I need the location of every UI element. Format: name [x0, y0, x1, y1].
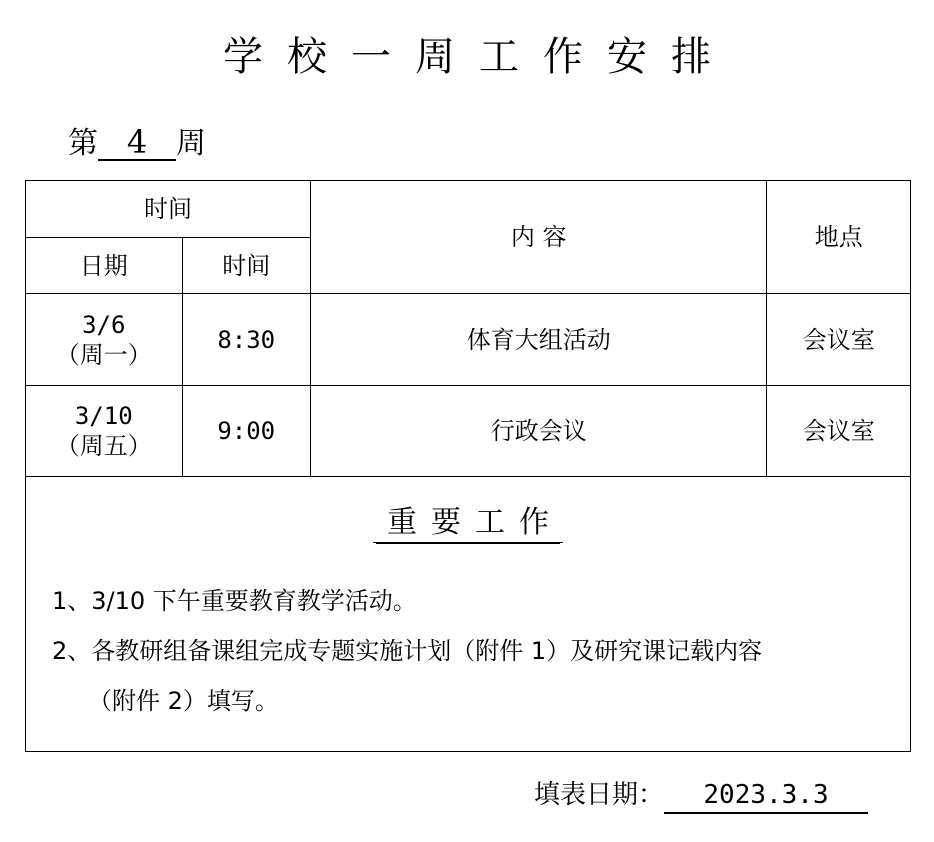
- content-cell: 体育大组活动: [310, 294, 767, 386]
- page-title: 学校一周工作安排: [223, 34, 735, 80]
- fill-date: [534, 776, 868, 814]
- place-cell: 会议室: [767, 294, 911, 386]
- header-time-group: 时间: [26, 181, 311, 238]
- header-date: 日期: [26, 238, 183, 294]
- week-prefix: 第: [68, 126, 98, 161]
- important-work-title: [26, 505, 910, 543]
- week-suffix: 周: [176, 126, 206, 161]
- table-header-row: [26, 181, 911, 238]
- place-cell: 会议室: [767, 386, 911, 477]
- important-item-2: 2、各教研组备课组完成专题实施计划（附件 1）及研究课记载内容: [52, 637, 763, 665]
- date-value: 3/6: [82, 310, 126, 339]
- table-row: [26, 386, 911, 477]
- content-cell: 行政会议: [310, 386, 767, 477]
- time-cell: 8:30: [182, 294, 310, 386]
- date-cell: [26, 294, 183, 386]
- header-content: 内 容: [310, 181, 767, 294]
- week-indicator: [68, 124, 206, 164]
- important-item-2-continued: （附件 2）填写。: [88, 687, 279, 715]
- date-cell: [26, 386, 183, 477]
- important-work-title-text: 重要工作: [373, 505, 563, 543]
- schedule-table: [25, 180, 911, 477]
- fill-date-value: 2023.3.3: [664, 778, 868, 814]
- table-row: [26, 294, 911, 386]
- header-place: 地点: [767, 181, 911, 294]
- important-item-1: 1、3/10 下午重要教育教学活动。: [52, 587, 417, 615]
- weekday-value: （周一）: [55, 340, 152, 369]
- important-work-section: [25, 477, 911, 752]
- header-time: 时间: [182, 238, 310, 294]
- date-value: 3/10: [74, 402, 133, 430]
- fill-date-label: 填表日期：: [534, 780, 665, 810]
- weekday-value: （周五）: [55, 432, 152, 460]
- time-cell: 9:00: [182, 386, 310, 477]
- week-number: 4: [98, 125, 176, 161]
